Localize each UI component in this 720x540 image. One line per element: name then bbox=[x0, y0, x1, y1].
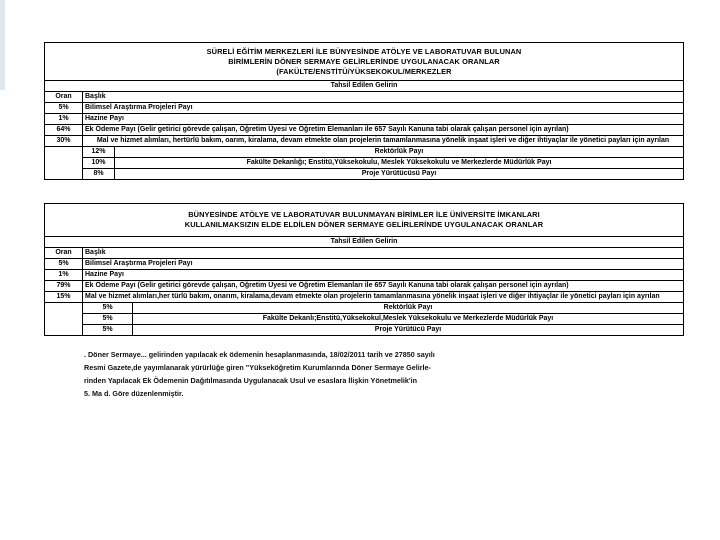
rate-cell: 64% bbox=[45, 125, 83, 136]
rate-cell: 5% bbox=[83, 325, 133, 336]
rates-table-with-workshops bbox=[44, 42, 684, 180]
table-title bbox=[45, 204, 684, 237]
title-cell: Hazine Payı bbox=[83, 270, 684, 281]
title-cell: Mal ve hizmet alımları,her türlü bakım, onarım, kiralama,devam etmekte olan projelerin tamamlanmasına yönelik inşaat işleri ve diğer ihtiyaçlar ile yönetici payları için ayrılan bbox=[83, 292, 684, 303]
rate-cell: 12% bbox=[83, 147, 115, 158]
title-cell: Proje Yürütücüsü Payı bbox=[115, 169, 684, 180]
rate-cell: 5% bbox=[45, 259, 83, 270]
table-title-row bbox=[45, 204, 684, 237]
footnote-line: Resmi Gazete,de yayımlanarak yürürlüğe giren "Yükseköğretim Kurumlarında Döner Sermaye Gelirle- bbox=[84, 363, 431, 372]
rate-cell: 8% bbox=[83, 169, 115, 180]
column-header-baslik: Başlık bbox=[83, 248, 684, 259]
blank-cell bbox=[45, 147, 83, 158]
table-title-line: SÜRELİ EĞİTİM MERKEZLERİ İLE BÜNYESİNDE ATÖLYE VE LABORATUVAR BULUNAN bbox=[206, 47, 522, 56]
footnote bbox=[84, 348, 684, 400]
title-cell: Mal ve hizmet alımları, hertürlü bakım, oarım, kiralama, devam etmekte olan projelerin tamamlanmasına yönelik inşaat işleri ve diğer ihtiyaçlar ile yönetici payları için ayrılan bbox=[83, 136, 684, 147]
column-header-oran: Oran bbox=[45, 92, 83, 103]
table-row bbox=[45, 292, 684, 303]
rate-cell: 15% bbox=[45, 292, 83, 303]
rate-cell: 1% bbox=[45, 270, 83, 281]
table-row bbox=[45, 136, 684, 147]
title-cell: Hazine Payı bbox=[83, 114, 684, 125]
title-cell: Fakülte Dekanlığı; Enstitü,Yüksekokulu, Meslek Yüksekokulu ve Merkezlerde Müdürlük Payı bbox=[115, 158, 684, 169]
footnote-line: 5. Ma d. Göre düzenlenmiştir. bbox=[84, 389, 184, 398]
table-title-line: BÜNYESİNDE ATÖLYE VE LABORATUVAR BULUNMAYAN BİRİMLER İLE ÜNİVERSİTE İMKANLARI bbox=[188, 210, 540, 219]
title-cell: Proje Yürütücü Payı bbox=[133, 325, 684, 336]
table-subrow bbox=[45, 303, 684, 314]
table-subrow bbox=[45, 314, 684, 325]
blank-cell bbox=[45, 169, 83, 180]
table-subheader: Tahsil Edilen Gelirin bbox=[45, 80, 684, 91]
rates-table-without-workshops bbox=[44, 203, 684, 336]
rate-cell: 30% bbox=[45, 136, 83, 147]
rate-cell: 1% bbox=[45, 114, 83, 125]
table-subheader: Tahsil Edilen Gelirin bbox=[45, 236, 684, 247]
table-subheader-row bbox=[45, 80, 684, 91]
table-title-line: KULLANILMAKSIZIN ELDE ELDİLEN DÖNER SERMAYE GELİRLERİNDE UYGULANACAK ORANLAR bbox=[184, 219, 544, 229]
title-cell: Rektörlük Payı bbox=[115, 147, 684, 158]
table-header-row bbox=[45, 248, 684, 259]
title-cell: Fakülte Dekanlı;Enstitü,Yüksekokul,Meslek Yüksekokulu ve Merkezlerde Müdürlük Payı bbox=[133, 314, 684, 325]
table-row bbox=[45, 103, 684, 114]
rate-cell: 5% bbox=[83, 303, 133, 314]
table-row bbox=[45, 125, 684, 136]
rate-cell: 10% bbox=[83, 158, 115, 169]
title-cell: Rektörlük Payı bbox=[133, 303, 684, 314]
column-header-baslik: Başlık bbox=[83, 92, 684, 103]
table-row bbox=[45, 259, 684, 270]
rate-cell: 5% bbox=[83, 314, 133, 325]
title-cell: Bilimsel Araştırma Projeleri Payı bbox=[83, 103, 684, 114]
table-title bbox=[45, 43, 684, 81]
slide-edge-accent bbox=[0, 0, 5, 90]
footnote-line: . Döner Sermaye... gelirinden yapılacak ek ödemenin hesaplanmasında, 18/02/2011 tarih ve 27850 sayılı bbox=[84, 350, 435, 359]
table-row bbox=[45, 281, 684, 292]
table-subrow bbox=[45, 158, 684, 169]
title-cell: Ek Ödeme Payı (Gelir getirici görevde çalışan, Öğretim Üyesi ve Öğretim Elemanları ile 657 Sayılı Kanuna tabi olarak çalışan personel için ayrılan) bbox=[83, 125, 684, 136]
table-title-line: BİRİMLERİN DÖNER SERMAYE GELİRLERİNDE UYGULANACAK ORANLAR bbox=[228, 56, 500, 66]
table-subrow bbox=[45, 147, 684, 158]
table-title-line: (FAKÜLTE/ENSTİTÜ/YÜKSEKOKUL/MERKEZLER bbox=[276, 66, 452, 76]
blank-cell bbox=[45, 314, 83, 325]
table-subrow bbox=[45, 169, 684, 180]
blank-cell bbox=[45, 303, 83, 314]
table-header-row bbox=[45, 92, 684, 103]
table-subrow bbox=[45, 325, 684, 336]
title-cell: Ek Ödeme Payı (Gelir getirici görevde çalışan, Öğretim Üyesi ve Öğretim Elemanları ile 657 Sayılı Kanuna tabi olarak çalışan personel için ayrılan) bbox=[83, 281, 684, 292]
column-header-oran: Oran bbox=[45, 248, 83, 259]
footnote-line: rinden Yapılacak Ek Ödemenin Dağıtılmasında Uygulanacak Usul ve esaslara İlişkin Yönetmelik'in bbox=[84, 376, 418, 385]
blank-cell bbox=[45, 325, 83, 336]
rate-cell: 5% bbox=[45, 103, 83, 114]
table-title-row bbox=[45, 43, 684, 81]
rate-cell: 79% bbox=[45, 281, 83, 292]
table-row bbox=[45, 270, 684, 281]
blank-cell bbox=[45, 158, 83, 169]
table-subheader-row bbox=[45, 236, 684, 247]
table-row bbox=[45, 114, 684, 125]
title-cell: Bilimsel Araştırma Projeleri Payı bbox=[83, 259, 684, 270]
